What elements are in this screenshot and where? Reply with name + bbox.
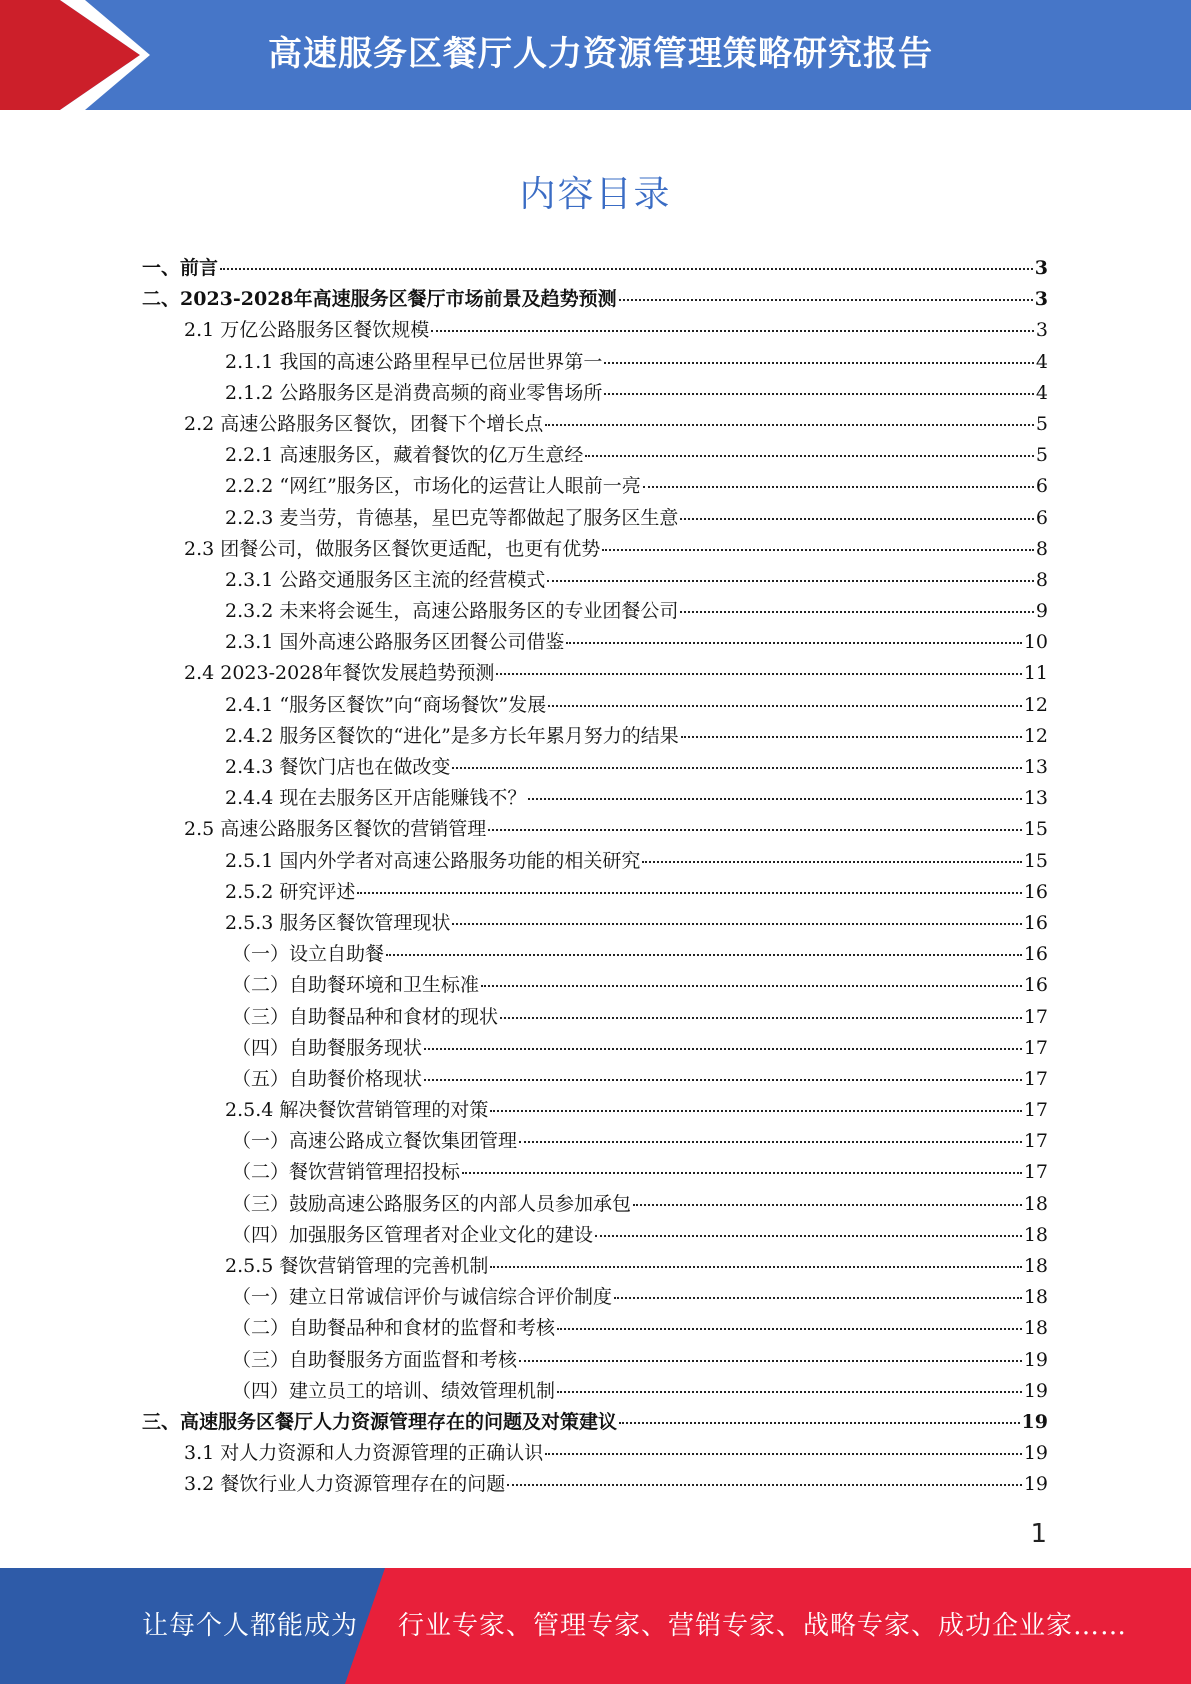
toc-entry-page: 19 — [1023, 1442, 1048, 1465]
toc-entry-page: 4 — [1035, 350, 1048, 373]
toc-entry[interactable] — [142, 1407, 1048, 1438]
toc-entry[interactable] — [142, 690, 1048, 721]
toc-entry-title: （一）高速公路成立餐饮集团管理 — [232, 1130, 518, 1153]
toc-entry-page: 16 — [1023, 974, 1048, 997]
toc-entry-page: 8 — [1035, 537, 1048, 560]
page-number: 1 — [1030, 1519, 1047, 1549]
toc-entry[interactable] — [142, 658, 1048, 689]
toc-entry-title: 2.2 高速公路服务区餐饮，团餐下个增长点 — [184, 412, 544, 435]
toc-entry-title: 3.2 餐饮行业人力资源管理存在的问题 — [184, 1473, 506, 1496]
toc-entry[interactable] — [142, 378, 1048, 409]
toc-entry-title: 2.5.2 研究评述 — [225, 880, 356, 903]
toc-entry[interactable] — [142, 315, 1048, 346]
toc-entry[interactable] — [142, 814, 1048, 845]
toc-dot-leader — [490, 1266, 1021, 1268]
toc-entry-page: 11 — [1023, 662, 1048, 685]
toc-dot-leader — [585, 455, 1034, 457]
toc-entry-title: （三）鼓励高速公路服务区的内部人员参加承包 — [232, 1192, 632, 1215]
toc-dot-leader — [431, 330, 1034, 332]
toc-dot-leader — [528, 798, 1021, 800]
toc-entry-page: 17 — [1023, 1099, 1048, 1122]
toc-entry[interactable] — [142, 1126, 1048, 1157]
toc-dot-leader — [604, 393, 1034, 395]
toc-entry-title: 2.2.3 麦当劳，肯德基，星巴克等都做起了服务区生意 — [225, 506, 679, 529]
toc-entry[interactable] — [142, 565, 1048, 596]
toc-dot-leader — [548, 705, 1022, 707]
toc-entry-title: 二、2023-2028年高速服务区餐厅市场前景及趋势预测 — [142, 288, 617, 311]
toc-entry[interactable] — [142, 939, 1048, 970]
toc-entry-page: 17 — [1023, 1005, 1048, 1028]
toc-entry[interactable] — [142, 1438, 1048, 1469]
toc-entry[interactable] — [142, 1313, 1048, 1344]
toc-entry-page: 15 — [1023, 818, 1048, 841]
toc-entry-page: 15 — [1023, 849, 1048, 872]
toc-entry[interactable] — [142, 1376, 1048, 1407]
table-of-contents — [142, 253, 1048, 1501]
toc-entry[interactable] — [142, 846, 1048, 877]
toc-entry-page: 3 — [1034, 257, 1048, 279]
toc-entry-title: 2.5 高速公路服务区餐饮的营销管理 — [184, 818, 487, 841]
toc-dot-leader — [681, 736, 1022, 738]
toc-dot-leader — [519, 1360, 1022, 1362]
toc-entry-page: 19 — [1023, 1473, 1048, 1496]
toc-entry[interactable] — [142, 1064, 1048, 1095]
toc-dot-leader — [545, 424, 1034, 426]
toc-entry-title: 2.1 万亿公路服务区餐饮规模 — [184, 319, 430, 342]
toc-entry-page: 18 — [1023, 1317, 1048, 1340]
toc-entry[interactable] — [142, 440, 1048, 471]
toc-entry-title: 2.4.3 餐饮门店也在做改变 — [225, 756, 451, 778]
toc-entry-page: 16 — [1023, 911, 1048, 934]
toc-entry-title: 3.1 对人力资源和人力资源管理的正确认识 — [184, 1442, 544, 1465]
toc-entry[interactable] — [142, 503, 1048, 534]
toc-entry[interactable] — [142, 1345, 1048, 1376]
toc-entry-title: （三）自助餐服务方面监督和考核 — [232, 1348, 518, 1371]
toc-entry-title: （五）自助餐价格现状 — [232, 1067, 423, 1090]
toc-entry-title: 2.3.1 国外高速公路服务区团餐公司借鉴 — [225, 631, 565, 654]
footer-slogan-left: 让每个人都能成为 — [142, 1611, 359, 1641]
toc-entry-page: 19 — [1023, 1379, 1048, 1402]
toc-dot-leader — [545, 1453, 1022, 1455]
toc-entry-page: 17 — [1023, 1130, 1048, 1153]
toc-entry-title: 2.3.2 未来将会诞生，高速公路服务区的专业团餐公司 — [225, 600, 679, 623]
toc-entry-title: 2.3.1 公路交通服务区主流的经营模式 — [225, 568, 546, 591]
toc-dot-leader — [619, 299, 1033, 301]
toc-entry-title: （二）自助餐品种和食材的监督和考核 — [232, 1317, 556, 1340]
toc-entry[interactable] — [142, 471, 1048, 502]
toc-entry-title: （二）餐饮营销管理招投标 — [232, 1161, 461, 1184]
toc-entry-page: 6 — [1035, 506, 1048, 529]
toc-entry-title: 2.3 团餐公司，做服务区餐饮更适配，也更有优势 — [184, 537, 601, 560]
toc-entry[interactable] — [142, 1189, 1048, 1220]
toc-entry[interactable] — [142, 721, 1048, 752]
toc-entry-title: 2.4 2023-2028年餐饮发展趋势预测 — [184, 662, 495, 685]
toc-dot-leader — [557, 1391, 1022, 1393]
toc-dot-leader — [602, 549, 1034, 551]
toc-entry[interactable] — [142, 908, 1048, 939]
toc-entry-title: 2.4.1 “服务区餐饮”向“商场餐饮”发展 — [225, 693, 547, 716]
toc-entry[interactable] — [142, 409, 1048, 440]
toc-entry-page: 18 — [1023, 1286, 1048, 1309]
toc-entry-page: 13 — [1023, 787, 1048, 810]
toc-entry-page: 19 — [1023, 1348, 1048, 1371]
toc-entry-title: 2.1.2 公路服务区是消费高频的商业零售场所 — [225, 381, 603, 404]
toc-entry-page: 3 — [1034, 288, 1048, 311]
toc-dot-leader — [566, 642, 1021, 644]
toc-dot-leader — [642, 861, 1021, 863]
toc-dot-leader — [452, 923, 1021, 925]
toc-entry-page: 4 — [1035, 381, 1048, 404]
toc-entry[interactable] — [142, 1033, 1048, 1064]
toc-entry[interactable] — [142, 877, 1048, 908]
toc-entry-page: 6 — [1035, 475, 1048, 498]
toc-entry[interactable] — [142, 1157, 1048, 1188]
toc-entry[interactable] — [142, 347, 1048, 378]
toc-entry-title: 2.2.1 高速服务区，藏着餐饮的亿万生意经 — [225, 444, 584, 467]
toc-dot-leader — [481, 985, 1022, 987]
toc-entry-title: （二）自助餐环境和卫生标准 — [232, 974, 480, 997]
toc-entry-title: （三）自助餐品种和食材的现状 — [232, 1005, 499, 1028]
toc-entry-page: 3 — [1035, 319, 1048, 342]
toc-entry-title: （四）加强服务区管理者对企业文化的建设 — [232, 1223, 594, 1246]
toc-entry-title: 2.2.2 “网红”服务区，市场化的运营让人眼前一亮 — [225, 475, 641, 498]
toc-entry-page: 18 — [1023, 1255, 1048, 1277]
toc-entry-title: 2.5.5 餐饮营销管理的完善机制 — [225, 1255, 489, 1277]
toc-entry-page: 18 — [1023, 1192, 1048, 1215]
report-header — [0, 0, 1191, 110]
toc-dot-leader — [500, 1017, 1022, 1019]
toc-dot-leader — [604, 362, 1034, 364]
toc-entry-page: 8 — [1035, 568, 1048, 591]
toc-entry-title: 2.5.3 服务区餐饮管理现状 — [225, 911, 451, 934]
toc-entry-page: 18 — [1023, 1223, 1048, 1246]
toc-dot-leader — [488, 829, 1022, 831]
toc-dot-leader — [680, 611, 1034, 613]
footer-slogan-right: 行业专家、管理专家、营销专家、战略专家、成功企业家…… — [398, 1611, 1128, 1641]
toc-dot-leader — [507, 1484, 1022, 1486]
toc-entry-title: 2.1.1 我国的高速公路里程早已位居世界第一 — [225, 350, 603, 373]
toc-dot-leader — [557, 1328, 1022, 1330]
report-title: 高速服务区餐厅人力资源管理策略研究报告 — [268, 34, 933, 74]
toc-dot-leader — [547, 580, 1034, 582]
toc-entry-page: 5 — [1035, 444, 1048, 467]
toc-entry-page: 12 — [1023, 724, 1048, 747]
toc-entry[interactable] — [142, 1469, 1048, 1500]
toc-dot-leader — [614, 1297, 1022, 1299]
toc-entry-title: （一）建立日常诚信评价与诚信综合评价制度 — [232, 1286, 613, 1309]
toc-dot-leader — [680, 518, 1034, 520]
toc-entry-title: 2.4.4 现在去服务区开店能赚钱不？ — [225, 787, 527, 810]
toc-entry-title: 一、前言 — [142, 257, 219, 279]
toc-entry-title: 2.5.1 国内外学者对高速公路服务功能的相关研究 — [225, 849, 641, 872]
toc-dot-leader — [424, 1048, 1022, 1050]
toc-entry-title: （一）设立自助餐 — [232, 943, 385, 966]
toc-dot-leader — [386, 954, 1022, 956]
toc-entry-page: 17 — [1023, 1161, 1048, 1184]
toc-entry-page: 16 — [1023, 880, 1048, 903]
toc-dot-leader — [220, 268, 1033, 270]
toc-entry-page: 13 — [1023, 756, 1048, 778]
toc-dot-leader — [496, 673, 1021, 675]
toc-entry[interactable] — [142, 253, 1048, 284]
toc-dot-leader — [452, 767, 1021, 769]
toc-entry[interactable] — [142, 783, 1048, 814]
toc-dot-leader — [519, 1141, 1022, 1143]
toc-entry-page: 17 — [1023, 1067, 1048, 1090]
toc-dot-leader — [490, 1110, 1021, 1112]
toc-entry[interactable] — [142, 534, 1048, 565]
toc-entry-page: 19 — [1021, 1410, 1048, 1433]
toc-entry[interactable] — [142, 596, 1048, 627]
toc-dot-leader — [462, 1172, 1022, 1174]
toc-entry[interactable] — [142, 970, 1048, 1001]
toc-entry-title: 三、高速服务区餐厅人力资源管理存在的问题及对策建议 — [142, 1410, 618, 1433]
toc-entry-page: 9 — [1035, 600, 1048, 623]
toc-entry[interactable] — [142, 1002, 1048, 1033]
toc-heading: 内容目录 — [519, 174, 672, 215]
toc-entry-title: 2.4.2 服务区餐饮的“进化”是多方长年累月努力的结果 — [225, 724, 679, 747]
toc-entry[interactable] — [142, 284, 1048, 315]
toc-entry[interactable] — [142, 752, 1048, 783]
toc-dot-leader — [633, 1204, 1022, 1206]
toc-dot-leader — [643, 486, 1034, 488]
toc-dot-leader — [357, 892, 1021, 894]
toc-dot-leader — [424, 1079, 1022, 1081]
toc-entry[interactable] — [142, 1095, 1048, 1126]
toc-entry-title: 2.5.4 解决餐饮营销管理的对策 — [225, 1099, 489, 1122]
toc-entry-page: 16 — [1023, 943, 1048, 966]
toc-entry-title: （四）建立员工的培训、绩效管理机制 — [232, 1379, 556, 1402]
toc-entry[interactable] — [142, 1220, 1048, 1251]
toc-entry-page: 12 — [1023, 693, 1048, 716]
toc-entry-page: 17 — [1023, 1036, 1048, 1059]
toc-dot-leader — [595, 1235, 1022, 1237]
toc-entry-title: （四）自助餐服务现状 — [232, 1036, 423, 1059]
toc-entry[interactable] — [142, 1282, 1048, 1313]
toc-entry[interactable] — [142, 1251, 1048, 1282]
toc-entry[interactable] — [142, 627, 1048, 658]
toc-entry-page: 10 — [1023, 631, 1048, 654]
toc-entry-page: 5 — [1035, 412, 1048, 435]
footer-banner — [0, 1568, 1191, 1684]
toc-dot-leader — [619, 1422, 1020, 1424]
